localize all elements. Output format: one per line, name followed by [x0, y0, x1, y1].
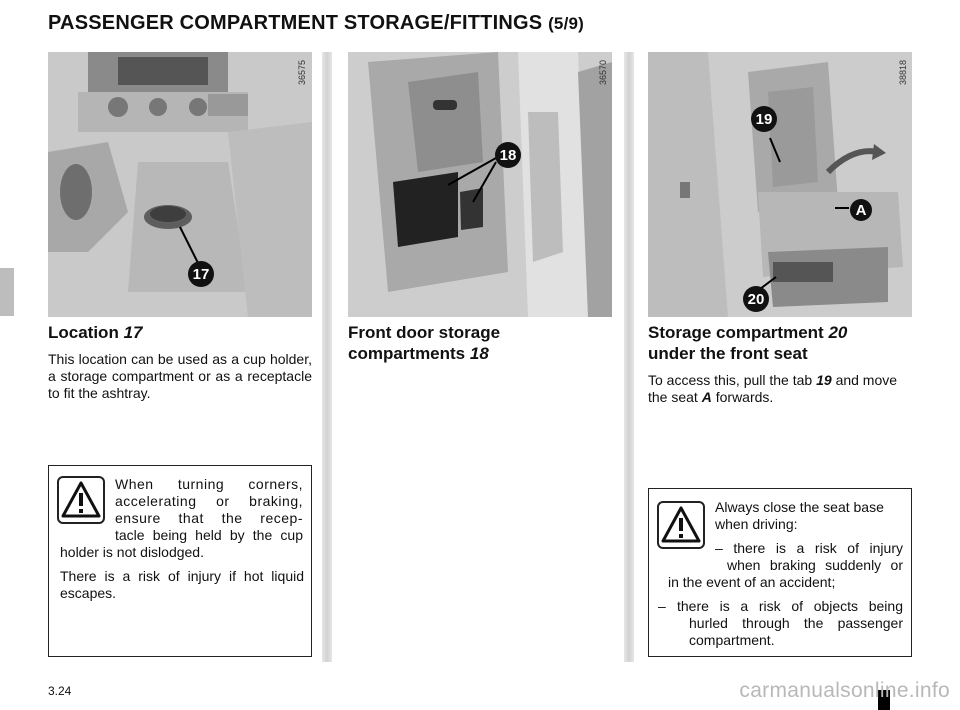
- image-ref: 36575: [297, 60, 307, 86]
- callout-18: 18: [499, 147, 517, 164]
- section-heading: Front door storage compartments 18: [348, 323, 501, 363]
- section-location: [48, 322, 312, 402]
- page-number: 3.24: [48, 684, 72, 698]
- watermark: carmanualsonline.info: [739, 679, 950, 702]
- bullet-dash: –: [658, 598, 666, 614]
- warning-bullet: there is a risk of objects being hurled through the passenger compartment.: [677, 598, 903, 648]
- callout-a: A: [855, 202, 867, 219]
- section-paragraph: To access this, pull the tab 19 and move the seat A forwards.: [648, 372, 898, 405]
- callout-20: 20: [747, 291, 765, 308]
- warning-triangle-icon: [57, 476, 105, 524]
- section-heading: Storage compartment 20 under the front seat: [648, 323, 848, 363]
- photo-door-storage: [348, 52, 612, 317]
- door-illustration: [348, 52, 612, 317]
- warning-bullet: – there is a risk of injury when braking suddenly or: [715, 540, 903, 573]
- chapter-tab: [0, 268, 14, 316]
- photo-cup-holder: [48, 52, 312, 317]
- warning-text: When turning corners, accelerating or braking, ensure that the recep- tacle being held by the cup: [115, 476, 303, 543]
- column-separator: [322, 52, 332, 662]
- column-separator: [624, 52, 634, 662]
- callout-19: 19: [755, 111, 773, 128]
- warning-bullet: in the event of an accident;: [668, 574, 836, 590]
- section-heading: Location 17: [48, 323, 143, 342]
- seat-illustration: [648, 52, 912, 317]
- warning-box-seat: [648, 488, 912, 657]
- warning-text: Always close the seat base when driving:: [715, 499, 884, 532]
- warning-text: There is a risk of injury if hot liquid escapes.: [60, 568, 304, 601]
- warning-box-cup-holder: [48, 465, 312, 657]
- callout-17: 17: [192, 266, 210, 283]
- section-door-storage: [348, 322, 612, 364]
- dashboard-illustration: [48, 52, 312, 317]
- warning-text: holder is not dislodged.: [60, 544, 204, 560]
- image-ref: 36570: [598, 60, 608, 86]
- page-title: PASSENGER COMPARTMENT STORAGE/FITTINGS (5/9): [48, 12, 585, 34]
- section-paragraph: This location can be used as a cup holder, a storage compartment or as a receptacle to fit the ashtray.: [48, 351, 312, 401]
- image-ref: 38818: [898, 60, 908, 86]
- warning-triangle-icon: [657, 501, 705, 549]
- photo-seat-storage: [648, 52, 912, 317]
- section-seat-storage: [648, 322, 914, 406]
